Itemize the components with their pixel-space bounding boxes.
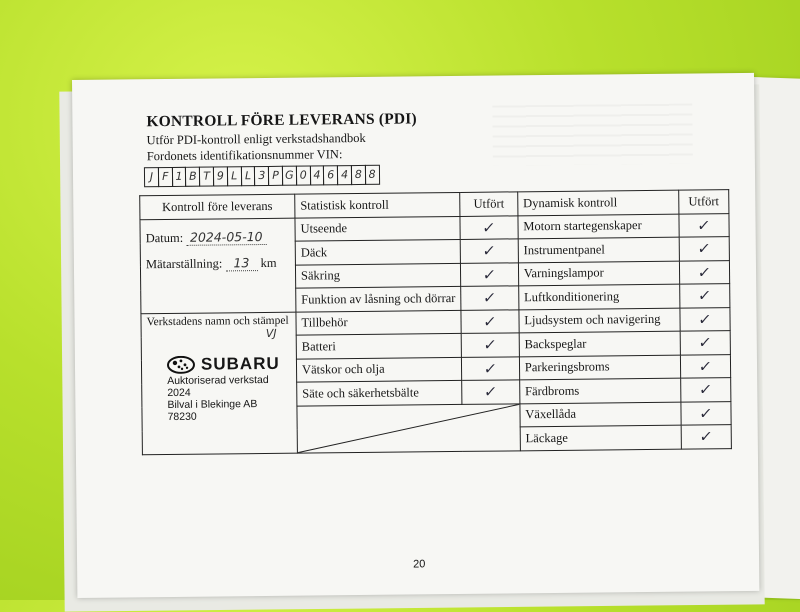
check-mark: ✓ bbox=[698, 427, 714, 446]
vin-char-box: 4 bbox=[337, 165, 352, 185]
header-dynamic: Dynamisk kontroll bbox=[518, 190, 679, 215]
check-mark: ✓ bbox=[483, 382, 499, 401]
date-field bbox=[146, 228, 290, 246]
dynamic-check bbox=[679, 260, 729, 284]
subaru-stamp-logo bbox=[167, 353, 291, 374]
vin-field bbox=[145, 165, 380, 187]
static-item: Funktion av låsning och dörrar bbox=[296, 286, 462, 311]
dynamic-item: Läckage bbox=[520, 425, 681, 450]
check-mark: ✓ bbox=[482, 288, 498, 307]
workshop-label: Verkstadens namn och stämpel bbox=[146, 314, 289, 328]
check-mark: ✓ bbox=[482, 312, 498, 331]
check-mark: ✓ bbox=[482, 265, 498, 284]
vin-char-box: 3 bbox=[254, 166, 269, 186]
vin-char-box: 8 bbox=[351, 165, 366, 185]
check-mark: ✓ bbox=[697, 310, 713, 329]
static-check bbox=[462, 380, 520, 404]
booklet-page bbox=[72, 73, 759, 598]
check-mark: ✓ bbox=[697, 357, 713, 376]
check-mark: ✓ bbox=[696, 239, 712, 258]
static-check bbox=[461, 333, 519, 357]
vin-char-box: 0 bbox=[296, 166, 311, 186]
unused-diagonal-cell bbox=[297, 403, 520, 452]
subaru-stars-icon bbox=[167, 355, 195, 373]
dynamic-item: Motorn startegenskaper bbox=[518, 214, 679, 239]
static-item: Tillbehör bbox=[296, 310, 462, 335]
diagonal-line bbox=[297, 404, 519, 452]
vin-char-box: L bbox=[240, 166, 255, 186]
header-utfort-dynamic: Utfört bbox=[678, 190, 728, 214]
static-check bbox=[462, 356, 520, 380]
dynamic-item: Instrumentpanel bbox=[518, 237, 679, 262]
dynamic-item: Backspeglar bbox=[519, 331, 680, 356]
dynamic-check bbox=[680, 354, 730, 378]
vin-char-box: B bbox=[185, 167, 200, 187]
date-label: Datum: bbox=[145, 230, 184, 245]
vin-char-box: 8 bbox=[365, 165, 380, 185]
vin-label: Fordonets identifikationsnummer VIN: bbox=[146, 147, 343, 164]
static-item: Vätskor och olja bbox=[296, 357, 462, 382]
dynamic-check bbox=[679, 284, 729, 308]
dynamic-check bbox=[681, 401, 731, 425]
dynamic-item: Parkeringsbroms bbox=[519, 355, 680, 380]
dynamic-item: Varningslampor bbox=[518, 261, 679, 286]
pdi-table bbox=[139, 189, 732, 455]
date-value: 2024-05-10 bbox=[186, 228, 266, 245]
date-mileage-cell bbox=[140, 218, 296, 314]
static-check bbox=[460, 215, 518, 239]
mileage-field bbox=[146, 254, 290, 272]
check-mark: ✓ bbox=[698, 404, 714, 423]
static-item: Batteri bbox=[296, 333, 462, 358]
stamp-brand: SUBARU bbox=[200, 353, 280, 374]
stamp-line: Auktoriserad verkstad 2024 bbox=[167, 373, 269, 399]
mileage-unit: km bbox=[260, 255, 277, 270]
dynamic-check bbox=[680, 378, 730, 402]
page-subtitle: Utför PDI-kontroll enligt verkstadshandbok bbox=[146, 130, 366, 148]
check-mark: ✓ bbox=[696, 216, 712, 235]
dynamic-item: Luftkonditionering bbox=[518, 284, 679, 309]
vin-char-box: 9 bbox=[213, 166, 228, 186]
check-mark: ✓ bbox=[481, 218, 497, 237]
workshop-stamp-cell bbox=[141, 312, 297, 455]
static-item: Säkring bbox=[295, 263, 461, 288]
dynamic-check bbox=[680, 307, 730, 331]
dynamic-item: Ljudsystem och navigering bbox=[519, 308, 680, 333]
static-item: Däck bbox=[295, 239, 461, 264]
dynamic-check bbox=[679, 237, 729, 261]
page-number: 20 bbox=[413, 558, 426, 571]
vin-char-box: F bbox=[158, 167, 173, 187]
vin-char-box: P bbox=[268, 166, 283, 186]
page-title: KONTROLL FÖRE LEVERANS (PDI) bbox=[146, 110, 417, 131]
header-left: Kontroll före leverans bbox=[140, 194, 295, 219]
static-check bbox=[461, 286, 519, 310]
check-mark: ✓ bbox=[697, 286, 713, 305]
static-item: Utseende bbox=[295, 216, 461, 241]
vin-char-box: 1 bbox=[172, 167, 187, 187]
header-utfort-static: Utfört bbox=[460, 192, 518, 216]
dynamic-item: Växellåda bbox=[520, 402, 681, 427]
vin-char-box: 6 bbox=[323, 165, 338, 185]
vin-char-box: L bbox=[227, 166, 242, 186]
check-mark: ✓ bbox=[696, 263, 712, 282]
bleed-through-text bbox=[492, 104, 693, 166]
mileage-value: 13 bbox=[225, 255, 257, 271]
check-mark: ✓ bbox=[483, 359, 499, 378]
check-mark: ✓ bbox=[481, 241, 497, 260]
check-mark: ✓ bbox=[698, 380, 714, 399]
check-mark: ✓ bbox=[482, 335, 498, 354]
vin-char-box: 4 bbox=[309, 165, 324, 185]
vin-char-box: G bbox=[282, 166, 297, 186]
check-mark: ✓ bbox=[697, 333, 713, 352]
vin-char-box: J bbox=[144, 167, 159, 187]
mileage-label: Mätarställning: bbox=[145, 255, 223, 271]
static-check bbox=[461, 262, 519, 286]
vin-char-box: T bbox=[199, 167, 214, 187]
dynamic-check bbox=[679, 213, 729, 237]
static-check bbox=[460, 239, 518, 263]
static-check bbox=[461, 309, 519, 333]
dynamic-check bbox=[680, 331, 730, 355]
stamp-line: Bilval i Blekinge AB bbox=[167, 397, 258, 411]
header-static: Statistisk kontroll bbox=[295, 192, 461, 217]
static-item: Säte och säkerhetsbälte bbox=[297, 380, 463, 405]
initials: VJ bbox=[265, 326, 277, 340]
dynamic-check bbox=[681, 425, 731, 449]
stamp-line: 78230 bbox=[167, 410, 197, 423]
dynamic-item: Färdbroms bbox=[519, 378, 680, 403]
